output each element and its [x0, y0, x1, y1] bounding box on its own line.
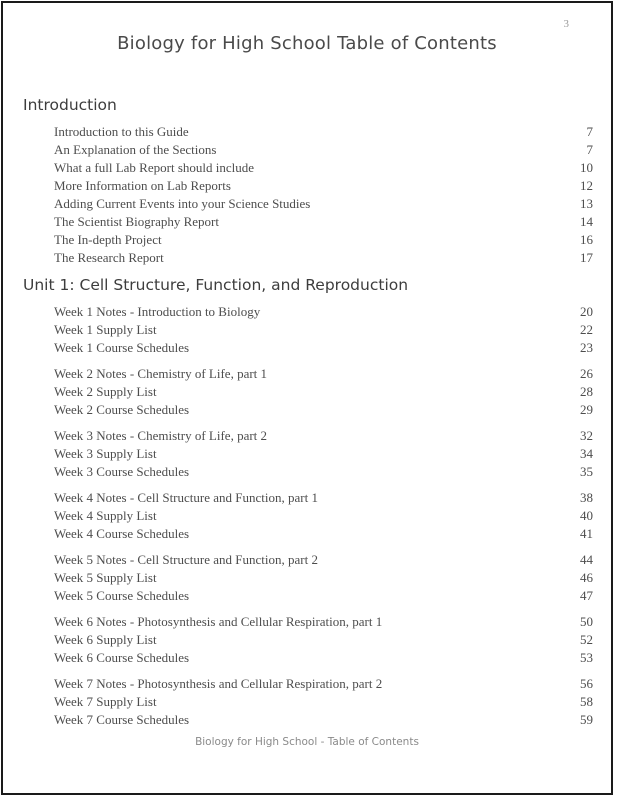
toc-entry	[54, 141, 593, 159]
toc-entry-page-number: 12	[580, 178, 593, 193]
toc-entry-title: The Scientist Biography Report	[54, 214, 220, 229]
toc-entry-title: Week 1 Notes - Introduction to Biology	[54, 304, 261, 319]
toc-entry-title: The Research Report	[54, 250, 164, 265]
toc-entry-page-number: 14	[580, 214, 593, 229]
toc-entry-page-number: 44	[580, 552, 593, 567]
toc-entry	[54, 693, 593, 711]
toc-entry-title: Week 4 Course Schedules	[54, 526, 190, 541]
toc-entry-title: Week 4 Notes - Cell Structure and Function, part 1	[54, 490, 318, 505]
toc-entry-title: Week 2 Supply List	[54, 384, 157, 399]
toc-entry	[54, 463, 593, 481]
toc-entry-title: Week 7 Course Schedules	[54, 712, 190, 727]
toc-entry	[54, 213, 593, 231]
toc-entry-title: The In-depth Project	[54, 232, 162, 247]
toc-entry	[54, 445, 593, 463]
toc-entry-title: Week 5 Supply List	[54, 570, 157, 585]
toc-entry-page-number: 40	[580, 508, 593, 523]
toc-entry-page-number: 34	[580, 446, 593, 461]
toc-entry-title: Week 7 Supply List	[54, 694, 157, 709]
toc-entry-page-number: 46	[580, 570, 593, 585]
toc-entry	[54, 383, 593, 401]
group-spacer	[23, 667, 593, 675]
toc-entry-page-number: 7	[586, 124, 593, 139]
toc-entry-page-number: 10	[580, 160, 593, 175]
toc-entry-page-number: 35	[580, 464, 593, 479]
toc-entry-title: More Information on Lab Reports	[54, 178, 231, 193]
toc-entry	[54, 123, 593, 141]
toc-entry	[54, 231, 593, 249]
toc-entry-page-number: 7	[586, 142, 593, 157]
toc-entry-title: Adding Current Events into your Science Studies	[54, 196, 311, 211]
toc-entry	[54, 587, 593, 605]
toc-entry-page-number: 16	[580, 232, 593, 247]
toc-entry	[54, 569, 593, 587]
group-spacer	[23, 419, 593, 427]
toc-entry	[54, 195, 593, 213]
toc-entry-title: Week 1 Course Schedules	[54, 340, 190, 355]
page-title: Biology for High School Table of Contents	[117, 33, 497, 54]
toc-entry	[54, 427, 593, 445]
toc-entry	[54, 525, 593, 543]
toc-entry-page-number: 59	[580, 712, 593, 727]
unit1-section	[23, 273, 593, 729]
toc-entry-title: Week 3 Supply List	[54, 446, 157, 461]
toc-entry-page-number: 53	[580, 650, 593, 665]
toc-entry-title: An Explanation of the Sections	[54, 142, 217, 157]
toc-entry-title: Week 5 Course Schedules	[54, 588, 190, 603]
toc-entry-page-number: 17	[580, 250, 593, 265]
group-spacer	[23, 605, 593, 613]
group-spacer	[23, 481, 593, 489]
toc-entry-title: Week 3 Course Schedules	[54, 464, 190, 479]
toc-entry-page-number: 58	[580, 694, 593, 709]
document-page	[1, 1, 613, 795]
toc-entry	[54, 507, 593, 525]
toc-entry-title: Week 2 Course Schedules	[54, 402, 190, 417]
toc-entry-page-number: 20	[580, 304, 593, 319]
toc-entry	[54, 401, 593, 419]
toc-entry-title: Week 2 Notes - Chemistry of Life, part 1	[54, 366, 268, 381]
toc-entry	[54, 365, 593, 383]
toc-entry-page-number: 23	[580, 340, 593, 355]
toc-entry	[54, 649, 593, 667]
toc-entry-page-number: 47	[580, 588, 593, 603]
toc-entry	[54, 303, 593, 321]
toc-entry	[54, 177, 593, 195]
toc-entry-page-number: 22	[580, 322, 593, 337]
toc-entry-page-number: 52	[580, 632, 593, 647]
toc-entry-title: Week 4 Supply List	[54, 508, 157, 523]
group-spacer	[23, 543, 593, 551]
toc-entry-page-number: 26	[580, 366, 593, 381]
toc-entry	[54, 339, 593, 357]
toc-entry-page-number: 13	[580, 196, 593, 211]
toc-entry	[54, 631, 593, 649]
toc-entry	[54, 613, 593, 631]
group-spacer	[23, 357, 593, 365]
toc-entry	[54, 711, 593, 729]
toc-entry	[54, 489, 593, 507]
toc-entry-page-number: 50	[580, 614, 593, 629]
introduction-entries	[23, 123, 593, 267]
toc-entry	[54, 159, 593, 177]
toc-entry-page-number: 28	[580, 384, 593, 399]
introduction-section	[23, 93, 593, 267]
toc-entry-page-number: 32	[580, 428, 593, 443]
toc-entry-title: Week 6 Course Schedules	[54, 650, 190, 665]
toc-entry-title: Week 3 Notes - Chemistry of Life, part 2	[54, 428, 268, 443]
toc-entry-page-number: 56	[580, 676, 593, 691]
unit1-entries	[23, 303, 593, 729]
toc-entry	[54, 249, 593, 267]
page-number: 3	[563, 18, 569, 30]
toc-entry-title: What a full Lab Report should include	[54, 160, 255, 175]
section-heading-unit1: Unit 1: Cell Structure, Function, and Reproduction	[23, 276, 409, 294]
toc-entry-title: Week 5 Notes - Cell Structure and Function, part 2	[54, 552, 318, 567]
toc-entry-title: Introduction to this Guide	[54, 124, 189, 139]
section-heading-introduction: Introduction	[23, 96, 117, 114]
page-footer: Biology for High School - Table of Contents	[195, 736, 419, 748]
toc-entry-title: Week 7 Notes - Photosynthesis and Cellular Respiration, part 2	[54, 676, 383, 691]
toc-entry-title: Week 6 Supply List	[54, 632, 157, 647]
toc-entry-page-number: 41	[580, 526, 593, 541]
toc-entry-title: Week 6 Notes - Photosynthesis and Cellular Respiration, part 1	[54, 614, 383, 629]
toc-entry-title: Week 1 Supply List	[54, 322, 157, 337]
toc-entry-page-number: 29	[580, 402, 593, 417]
toc-entry-page-number: 38	[580, 490, 593, 505]
toc-entry	[54, 321, 593, 339]
toc-entry	[54, 675, 593, 693]
toc-entry	[54, 551, 593, 569]
